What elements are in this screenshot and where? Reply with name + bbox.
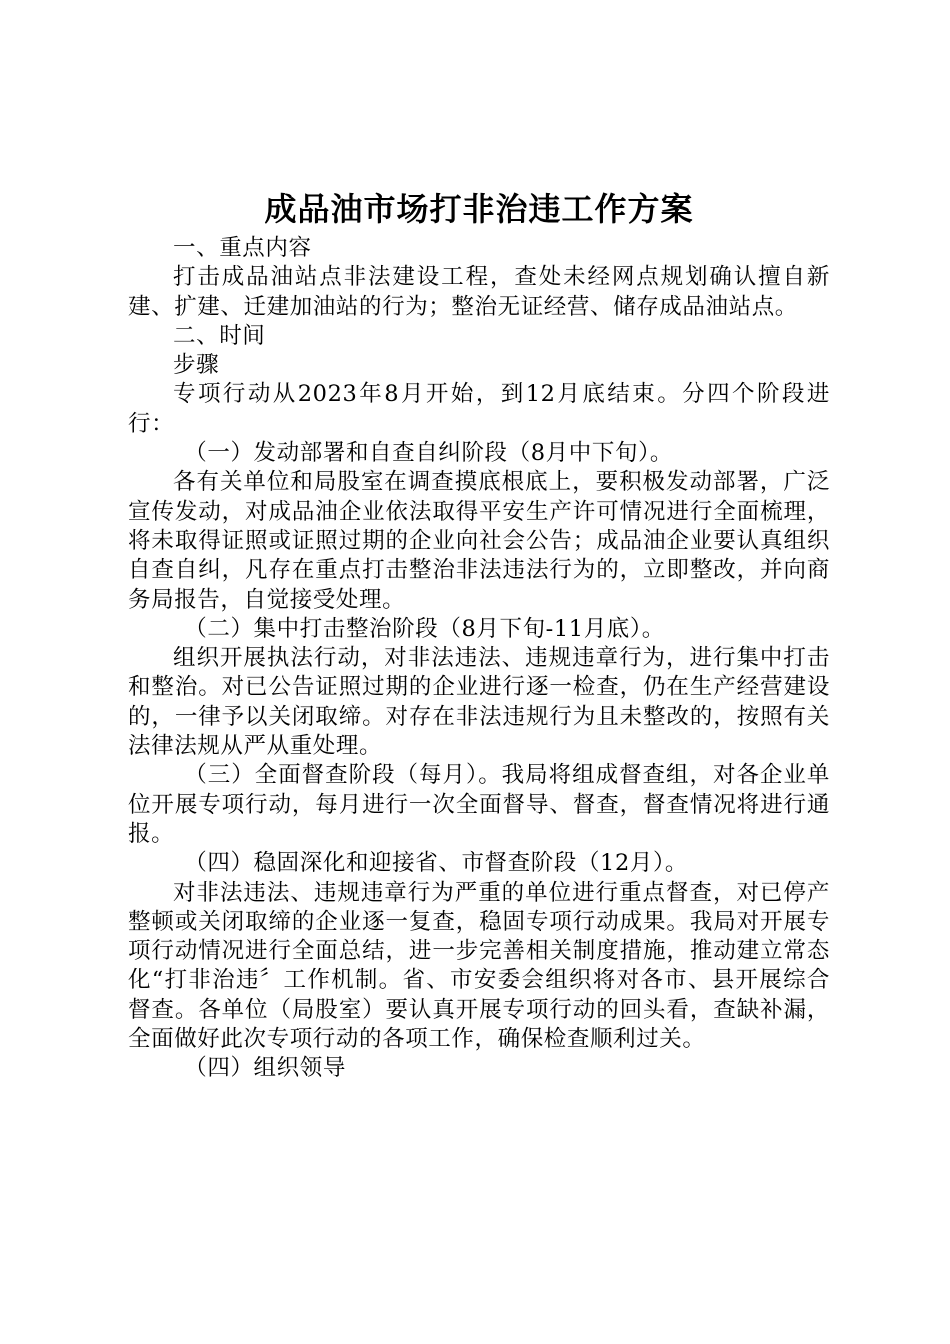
subheading-organization: （四）组织领导 <box>184 1055 346 1082</box>
paragraph-phase-1: 各有关单位和局股室在调查摸底根底上，要积极发动部署，广泛宣传发动，对成品油企业依法取得平安生产许可情况进行全面梳理，将未取得证照或证照过期的企业向社会公告；成品油企业要认真组织自查自纠，凡存在重点打击整治非法违法行为的，立即整改，并向商务局报告，自觉接受处理。 <box>128 469 830 613</box>
subheading-phase-1: （一）发动部署和自查自纠阶段（8月中下旬）。 <box>184 440 674 467</box>
section-heading-time: 二、时间 <box>173 322 266 349</box>
document-body <box>128 186 830 1084</box>
section-heading-steps: 步骤 <box>173 352 220 379</box>
paragraph-phase-2: 组织开展执法行动，对非法违法、违规违章行为，进行集中打击和整治。对已公告证照过期的企业进行逐一检查，仍在生产经营建设的，一律予以关闭取缔。对存在非法违规行为且未整改的，按照有关法律法规从严从重处理。 <box>128 645 830 760</box>
paragraph-schedule: 专项行动从2023年8月开始，到12月底结束。分四个阶段进行： <box>128 381 830 437</box>
section-heading-key-content: 一、重点内容 <box>173 235 312 261</box>
paragraph-phase-3: （三）全面督查阶段（每月）。我局将组成督查组，对各企业单位开展专项行动，每月进行一次全面督导、督查，督查情况将进行通报。 <box>128 762 830 847</box>
paragraph-key-content: 打击成品油站点非法建设工程，查处未经网点规划确认擅自新建、扩建、迁建加油站的行为；整治无证经营、储存成品油站点。 <box>128 264 830 320</box>
paragraph-phase-4: 对非法违法、违规违章行为严重的单位进行重点督查，对已停产整顿或关闭取缔的企业逐一复查，稳固专项行动成果。我局对开展专项行动情况进行全面总结，进一步完善相关制度措施，推动建立常态化“打非治违〞工作机制。省、市安委会组织将对各市、县开展综合督查。各单位（局股室）要认真开展专项行动的回头看，查缺补漏，全面做好此次专项行动的各项工作，确保检查顺利过关。 <box>128 879 830 1053</box>
subheading-phase-2: （二）集中打击整治阶段（8月下旬-11月底）。 <box>184 615 665 642</box>
document-title: 成品油市场打非治违工作方案 <box>264 190 694 228</box>
subheading-phase-4: （四）稳固深化和迎接省、市督查阶段（12月）。 <box>184 850 688 877</box>
